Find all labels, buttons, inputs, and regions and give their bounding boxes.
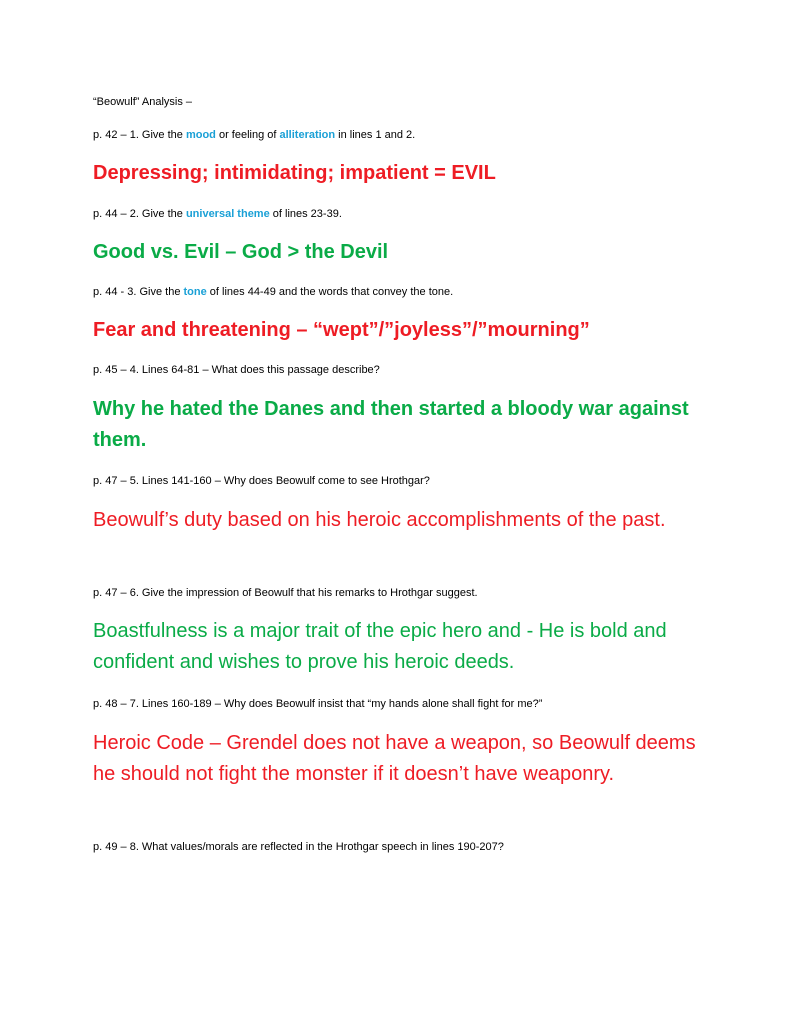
question-1-text-pre: p. 42 – 1. Give the <box>93 129 186 141</box>
question-3 <box>93 285 453 299</box>
question-1 <box>93 128 415 142</box>
question-8: p. 49 – 8. What values/morals are reflected in the Hrothgar speech in lines 190-207? <box>93 841 504 853</box>
question-6: p. 47 – 6. Give the impression of Beowulf that his remarks to Hrothgar suggest. <box>93 587 478 599</box>
answer-6: Boastfulness is a major trait of the epic hero and - He is bold and confident and wishes to prove his heroic deeds. <box>93 620 667 673</box>
answer-4: Why he hated the Danes and then started a bloody war against them. <box>93 398 689 451</box>
answer-3: Fear and threatening – “wept”/”joyless”/”mourning” <box>93 319 590 341</box>
answer-2: Good vs. Evil – God > the Devil <box>93 241 389 263</box>
question-2-text-pre: p. 44 – 2. Give the <box>93 208 186 220</box>
question-2-text-post: of lines 23-39. <box>269 208 342 220</box>
question-7: p. 48 – 7. Lines 160-189 – Why does Beowulf insist that “my hands alone shall fight for me?” <box>93 698 543 710</box>
question-1-text-mid: or feeling of <box>215 129 280 141</box>
keyword-universal-theme: universal theme <box>185 208 270 220</box>
keyword-alliteration: alliteration <box>279 129 336 141</box>
question-2 <box>93 207 342 221</box>
question-5: p. 47 – 5. Lines 141-160 – Why does Beowulf come to see Hrothgar? <box>93 475 430 487</box>
answer-5: Beowulf’s duty based on his heroic accomplishments of the past. <box>93 509 666 531</box>
answer-7: Heroic Code – Grendel does not have a weapon, so Beowulf deems he should not fight the monster if it doesn’t have weaponry. <box>93 732 696 785</box>
keyword-mood: mood <box>185 129 216 141</box>
keyword-tone: tone <box>183 286 207 298</box>
question-3-text-post: of lines 44-49 and the words that convey the tone. <box>206 286 454 298</box>
document-title: “Beowulf” Analysis – <box>93 96 193 108</box>
answer-1: Depressing; intimidating; impatient = EVIL <box>93 162 496 184</box>
question-4: p. 45 – 4. Lines 64-81 – What does this passage describe? <box>93 364 380 376</box>
question-3-text-pre: p. 44 - 3. Give the <box>93 286 184 298</box>
question-1-text-post: in lines 1 and 2. <box>335 129 416 141</box>
